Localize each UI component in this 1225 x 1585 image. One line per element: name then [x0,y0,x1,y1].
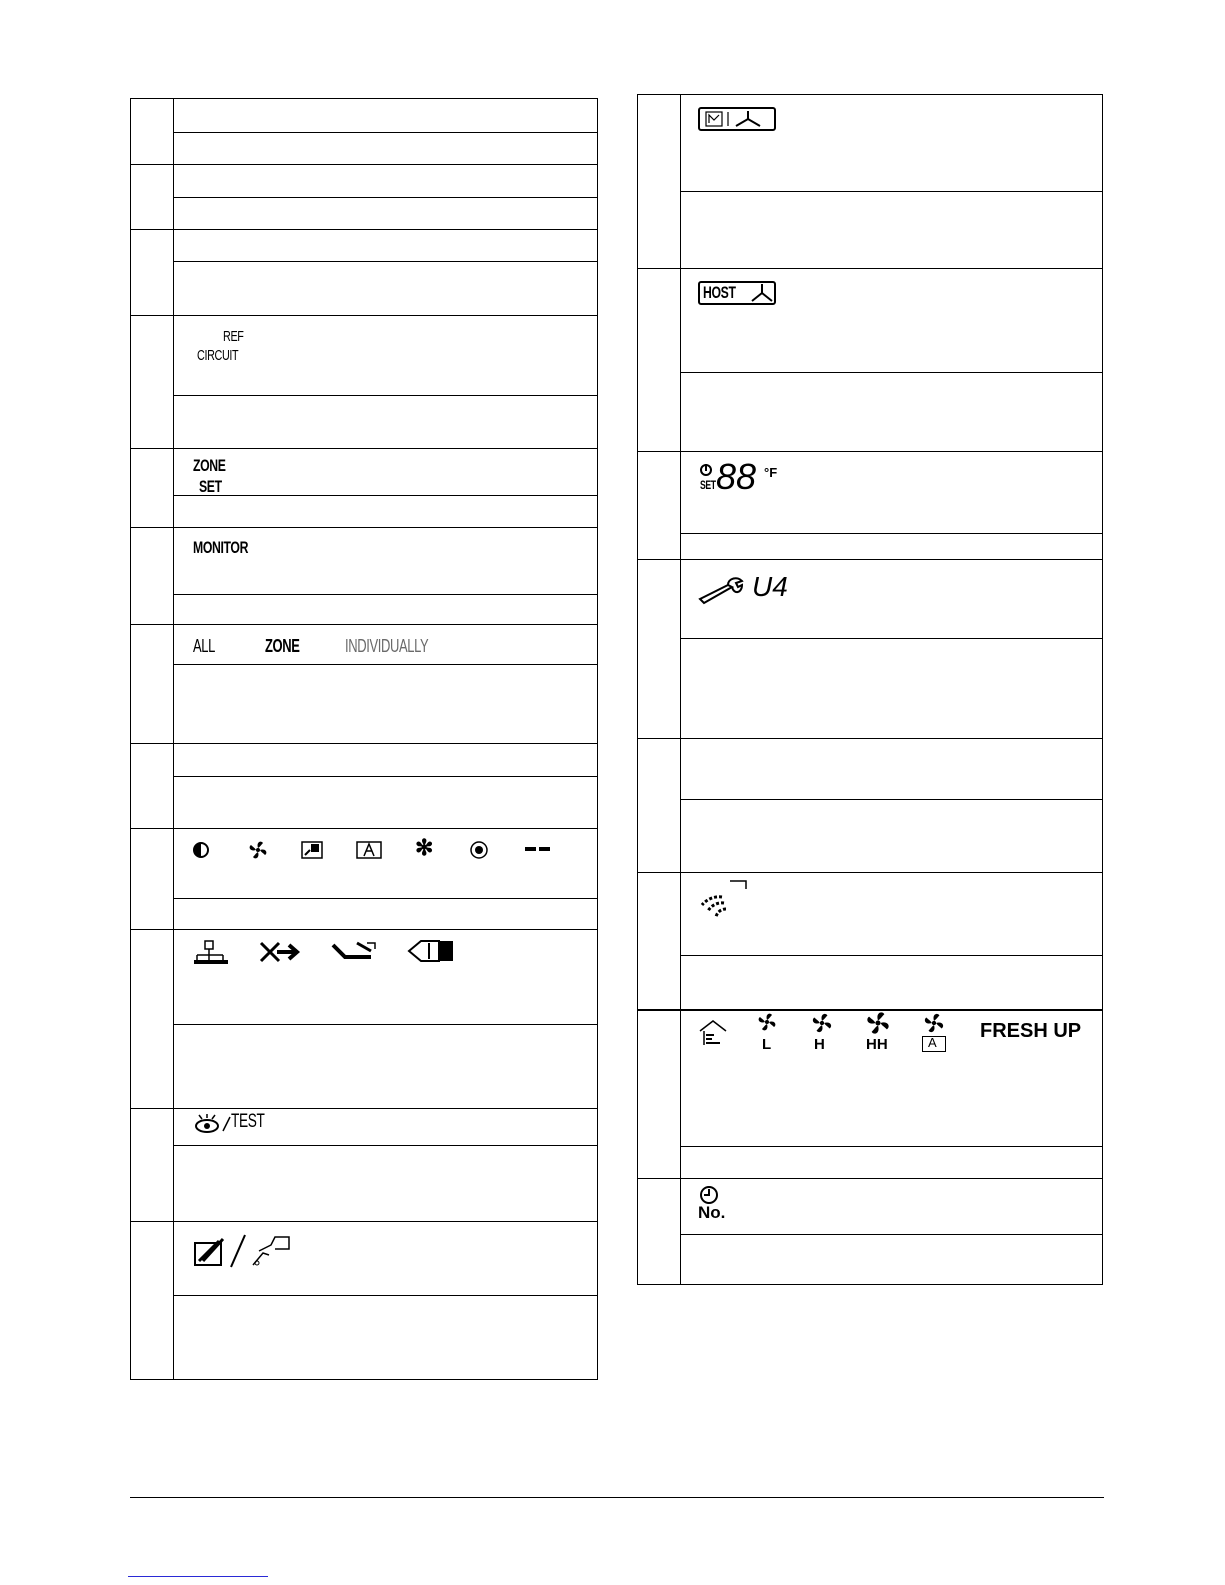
ref-label: REF [223,328,244,345]
fan-low-label: L [762,1036,772,1053]
subrow-divider [680,1146,1102,1147]
row-divider [638,451,1102,452]
row-divider [131,1108,597,1109]
row-divider [131,743,597,744]
monitor-label: MONITOR [193,538,249,557]
centralized-control-icon [193,939,229,965]
fan-low-icon [756,1011,778,1033]
filter-cleaning-icon [193,1231,303,1269]
fan-highhigh-icon [864,1009,892,1037]
subrow-divider [173,1145,597,1146]
cool-mode-icon: ✻ [415,835,434,860]
host-branch-icon [750,283,774,303]
auto-mode-icon [356,841,382,859]
dry-mode-icon [193,841,209,859]
fresh-up-label: FRESH UP [980,1020,1082,1042]
subrow-divider [173,776,597,777]
row-divider [638,1178,1102,1179]
subrow-divider [680,1234,1102,1235]
subrow-divider [173,1024,597,1025]
heat-exchange-icon [259,939,301,965]
temperature-unit: °F [764,465,778,480]
ventilation-mode-icon [469,840,489,860]
inspection-icon [193,1113,231,1133]
fan-high-icon [810,1011,834,1035]
zone-group-label: ZONE [265,636,300,656]
wrench-icon [698,575,744,605]
circuit-label: CIRCUIT [197,347,239,364]
left-number-column [131,99,174,1379]
row-divider [131,624,597,625]
right-number-column [638,95,681,1284]
subrow-divider [173,898,597,899]
fan-auto-label: A [928,1035,937,1050]
subrow-divider [680,799,1102,800]
row-divider [131,229,597,230]
subrow-divider [680,955,1102,956]
row-divider [131,828,597,829]
interlock-icon [698,107,776,131]
row-divider [131,929,597,930]
row-divider [131,527,597,528]
subrow-divider [173,664,597,665]
temperature-value: 88 [716,456,757,497]
set-label: SET [199,477,222,496]
subrow-divider [173,1295,597,1296]
set-temp-label: SET [700,478,716,492]
host-label: HOST [703,283,736,302]
individually-label: INDIVIDUALLY [345,636,429,656]
dash-icon [525,845,551,853]
subrow-divider [173,261,597,262]
clock-icon [698,1185,720,1205]
right-table [637,94,1103,1285]
ventilation-house-icon [698,1017,728,1047]
test-label: TEST [231,1111,265,1132]
subrow-divider [680,191,1102,192]
power-icon [700,463,712,477]
row-divider [638,559,1102,560]
subrow-divider [680,533,1102,534]
error-code: U4 [752,571,788,602]
row-divider [131,315,597,316]
footer-link-underline[interactable] [128,1576,268,1577]
subrow-divider [173,132,597,133]
subrow-divider [173,197,597,198]
footer-rule [130,1497,1104,1498]
row-divider [131,164,597,165]
fan-highhigh-label: HH [866,1036,888,1053]
fan-high-label: H [814,1036,825,1053]
zone-label: ZONE [193,456,226,475]
row-divider [131,1221,597,1222]
row-divider [638,738,1102,739]
row-divider [131,448,597,449]
subrow-divider [173,395,597,396]
row-divider [638,268,1102,269]
fan-mode-icon [247,839,269,861]
filter-icon [407,939,457,963]
signal-receive-icon [698,877,748,921]
timer-number-label: No. [698,1203,726,1222]
heat-mode-icon [301,841,323,859]
subrow-divider [173,495,597,496]
subrow-divider [680,372,1102,373]
subrow-divider [680,638,1102,639]
subrow-divider [173,594,597,595]
fan-auto-icon [922,1011,946,1035]
bypass-icon [331,939,379,965]
left-table [130,98,598,1380]
all-label: ALL [193,636,215,656]
row-divider [638,872,1102,873]
